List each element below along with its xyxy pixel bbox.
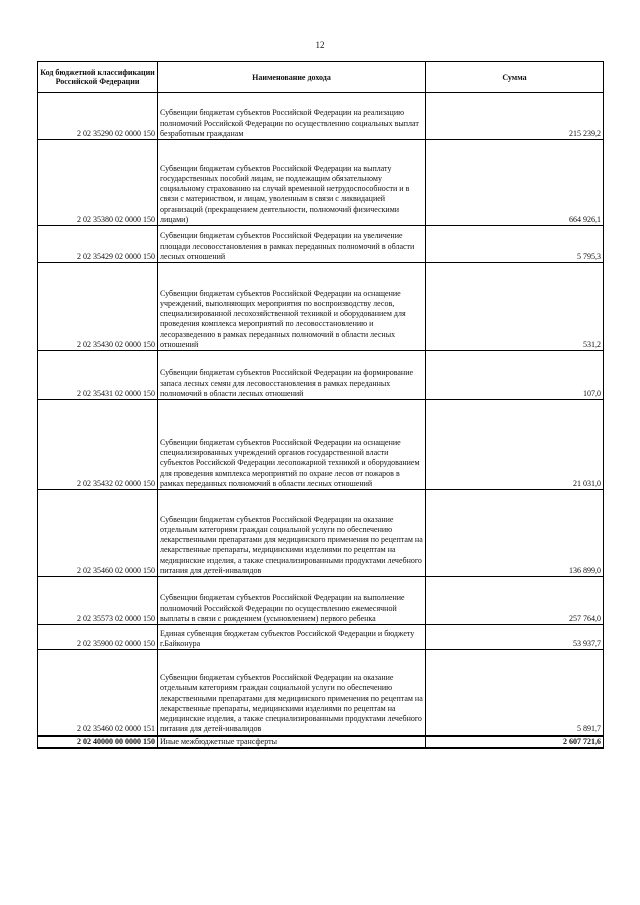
row-sum: 136 899,0 (426, 490, 604, 577)
header-name: Наименование дохода (158, 62, 426, 93)
table-row (38, 351, 604, 400)
table-row (38, 140, 604, 226)
header-sum: Сумма (426, 62, 604, 93)
row-sum: 53 937,7 (426, 625, 604, 650)
table-row (38, 93, 604, 140)
table-row (38, 263, 604, 351)
table-row (38, 625, 604, 650)
row-sum: 531,2 (426, 263, 604, 351)
row-sum: 21 031,0 (426, 400, 604, 490)
total-name: Иные межбюджетные трансферты (158, 736, 426, 748)
row-sum: 5 795,3 (426, 226, 604, 263)
row-sum: 664 926,1 (426, 140, 604, 226)
row-code: 2 02 35429 02 0000 150 (38, 226, 158, 263)
row-name: Субвенции бюджетам субъектов Российской Федерации на оснащение учреждений, выполняющих мероприятия по воспроизводству лесов, специализированной лесохозяйственной техникой и оборудованием для проведения комплекса мероприятий по лесовосстановлению и лесоразведению в рамках переданных полномочий в области лесных отношений (158, 263, 426, 351)
row-sum: 107,0 (426, 351, 604, 400)
row-code: 2 02 35430 02 0000 150 (38, 263, 158, 351)
row-name: Субвенции бюджетам субъектов Российской Федерации на реализацию полномочий Российской Федерации по осуществлению социальных выплат безработным гражданам (158, 93, 426, 140)
row-name: Единая субвенция бюджетам субъектов Российской Федерации и бюджету г.Байконура (158, 625, 426, 650)
table-row (38, 650, 604, 736)
row-code: 2 02 35432 02 0000 150 (38, 400, 158, 490)
row-code: 2 02 35460 02 0000 150 (38, 490, 158, 577)
row-name: Субвенции бюджетам субъектов Российской Федерации на оснащение специализированных учреждений органов государственной власти субъектов Российской Федерации лесопожарной техникой и оборудованием для проведения комплекса мероприятий по охране лесов от пожаров в рамках переданных полномочий в области лесных отношений (158, 400, 426, 490)
row-name: Субвенции бюджетам субъектов Российской Федерации на оказание отдельным категориям граждан социальной услуги по обеспечению лекарственными препаратами для медицинского применения по рецептам на лекарственные препараты, медицинскими изделиями по рецептам на медицинские изделия, а также специализированными продуктами лечебного питания для детей-инвалидов (158, 490, 426, 577)
table-row (38, 490, 604, 577)
row-code: 2 02 35431 02 0000 150 (38, 351, 158, 400)
row-name: Субвенции бюджетам субъектов Российской Федерации на оказание отдельным категориям граждан социальной услуги по обеспечению лекарственными препаратами для медицинского применения по рецептам на лекарственные препараты, медицинскими изделиями по рецептам на медицинские изделия, а также специализированными продуктами лечебного питания для детей-инвалидов (158, 650, 426, 736)
table-row (38, 577, 604, 625)
table-header-row (38, 62, 604, 93)
row-name: Субвенции бюджетам субъектов Российской Федерации на выплату государственных пособий лицам, не подлежащим обязательному социальному страхованию на случай временной нетрудоспособности и в связи с материнством, и лицам, уволенным в связи с ликвидацией организаций (прекращением деятельности, полномочий физическими лицами) (158, 140, 426, 226)
row-name: Субвенции бюджетам субъектов Российской Федерации на выполнение полномочий Российской Федерации по осуществлению ежемесячной выплаты в связи с рождением (усыновлением) первого ребенка (158, 577, 426, 625)
budget-revenue-table (37, 61, 604, 749)
table-row (38, 226, 604, 263)
row-code: 2 02 35460 02 0000 151 (38, 650, 158, 736)
total-row (38, 736, 604, 748)
row-code: 2 02 35900 02 0000 150 (38, 625, 158, 650)
row-code: 2 02 35290 02 0000 150 (38, 93, 158, 140)
row-code: 2 02 35573 02 0000 150 (38, 577, 158, 625)
row-code: 2 02 35380 02 0000 150 (38, 140, 158, 226)
row-sum: 257 764,0 (426, 577, 604, 625)
row-sum: 5 891,7 (426, 650, 604, 736)
row-name: Субвенции бюджетам субъектов Российской Федерации на увеличение площади лесовосстановления в рамках переданных полномочий в области лесных отношений (158, 226, 426, 263)
header-code: Код бюджетной классификации Российской Федерации (38, 62, 158, 93)
total-code: 2 02 40000 00 0000 150 (38, 736, 158, 748)
table-row (38, 400, 604, 490)
row-sum: 215 239,2 (426, 93, 604, 140)
total-sum: 2 607 721,6 (426, 736, 604, 748)
row-name: Субвенции бюджетам субъектов Российской Федерации на формирование запаса лесных семян для лесовосстановления в рамках переданных полномочий в области лесных отношений (158, 351, 426, 400)
page-number: 12 (315, 40, 325, 50)
